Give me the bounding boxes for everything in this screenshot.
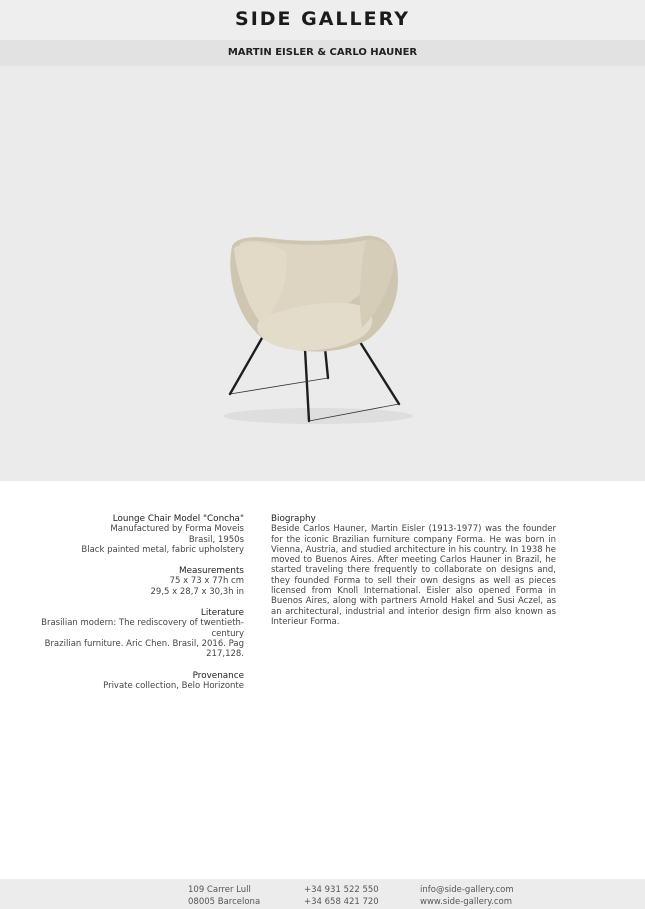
header-bar [0, 0, 645, 40]
phone-1[interactable]: +34 931 522 550 [304, 885, 379, 895]
materials: Black painted metal, fabric upholstery [81, 544, 244, 555]
address-line-2: 08005 Barcelona [188, 897, 261, 907]
product-photo [0, 66, 645, 481]
biography-title: Biography [271, 514, 316, 524]
footer-bar [0, 879, 645, 909]
manufacturer: Manufactured by Forma Moveis [110, 524, 244, 535]
chair-image [0, 66, 645, 481]
provenance: Private collection, Belo Horizonte [103, 680, 244, 691]
object-title: Lounge Chair Model "Concha" [112, 514, 244, 524]
object-details [10, 514, 244, 691]
footer-address [188, 884, 260, 908]
literature-line-1: Brasilian modern: The rediscovery of twentieth-century [41, 618, 244, 639]
address-line-1: 109 Carrer Lull [188, 885, 251, 895]
measurements-cm: 75 x 73 x 77h cm [169, 576, 244, 587]
footer-phones [304, 884, 379, 908]
biography-text: Beside Carlos Hauner, Martin Eisler (1913-1977) was the founder for the iconic Brazilian furniture company Forma. He was born in Vienna, Austria, and studied architecture in his country. In 1938 he moved to Buenos Aires. After meeting Carlos Hauner in Brazil, he started traveling there frequently to collaborate on designs and, they founded Forma to sell their own designs as well as pieces licensed from Knoll International. Eisler also opened Forma in Buenos Aires, along with partners Arnold Hakel and Susi Aczel, as an architectural, industrial and interior design firm also known as Interieur Forma. [271, 524, 556, 627]
website-link[interactable]: www.side-gallery.com [420, 897, 512, 907]
footer-contact [420, 884, 514, 908]
literature-line-2: Brazilian furniture. Aric Chen. Brasil, 2016. Pag 217,128. [44, 638, 244, 660]
literature-title: Literature [200, 608, 244, 619]
origin: Brasil, 1950s [188, 534, 244, 545]
provenance-title: Provenance [192, 670, 244, 681]
phone-2[interactable]: +34 658 421 720 [304, 897, 379, 907]
email-link[interactable]: info@side-gallery.com [420, 885, 514, 895]
gallery-logo: SIDE GALLERY [235, 8, 410, 30]
biography-section [271, 514, 556, 627]
measurements-in: 29,5 x 28,7 x 30,3h in [150, 586, 244, 597]
measurements-title: Measurements [179, 566, 244, 577]
artist-name: MARTIN EISLER & CARLO HAUNER [227, 47, 418, 58]
